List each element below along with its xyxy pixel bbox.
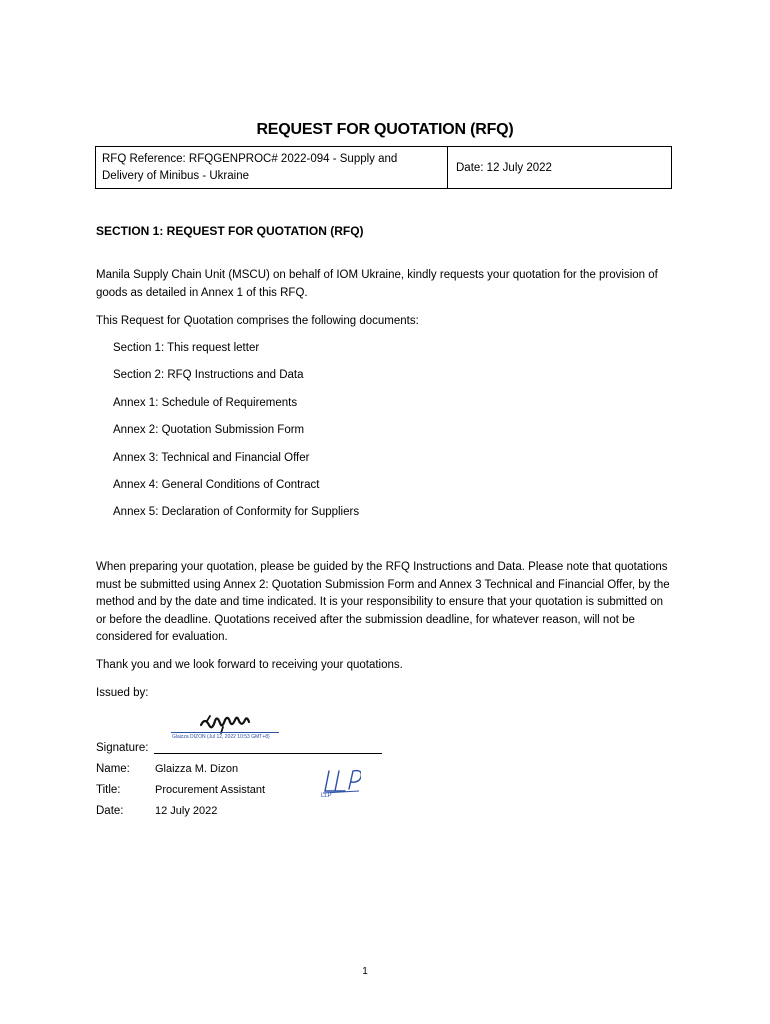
list-item: Annex 4: General Conditions of Contract bbox=[113, 478, 320, 491]
name-row bbox=[96, 763, 239, 775]
rfq-reference: RFQ Reference: RFQGENPROC# 2022-094 - Supply and Delivery of Minibus - Ukraine bbox=[96, 147, 448, 188]
name-label: Name: bbox=[96, 763, 130, 775]
list-item: Annex 1: Schedule of Requirements bbox=[113, 396, 298, 409]
signature-block bbox=[96, 705, 496, 835]
signature-stamp-line bbox=[171, 732, 279, 733]
list-item: Annex 5: Declaration of Conformity for Suppliers bbox=[113, 506, 360, 519]
initials-label: LLP bbox=[321, 793, 332, 799]
date-row bbox=[96, 805, 218, 817]
documents-list bbox=[113, 340, 359, 532]
reference-box bbox=[95, 146, 672, 189]
list-item: Annex 2: Quotation Submission Form bbox=[113, 424, 305, 437]
signature-line bbox=[154, 753, 382, 754]
list-item: Section 1: This request letter bbox=[113, 342, 260, 354]
page-number: 1 bbox=[362, 966, 368, 977]
signature-row bbox=[96, 742, 148, 754]
date-value: 12 July 2022 bbox=[155, 805, 218, 817]
document-title: REQUEST FOR QUOTATION (RFQ) bbox=[256, 121, 514, 138]
list-item: Annex 3: Technical and Financial Offer bbox=[113, 451, 310, 464]
title-row bbox=[96, 784, 266, 796]
section-heading: SECTION 1: REQUEST FOR QUOTATION (RFQ) bbox=[96, 224, 364, 238]
signature-label: Signature: bbox=[96, 742, 149, 754]
documents-intro: This Request for Quotation comprises the following documents: bbox=[96, 315, 419, 327]
intro-paragraph: Manila Supply Chain Unit (MSCU) on behalf of IOM Ukraine, kindly requests your quotation for the provision of goods as detailed in Annex 1 of this RFQ. bbox=[96, 269, 658, 299]
title-label: Title: bbox=[96, 784, 121, 796]
thanks-paragraph: Thank you and we look forward to receiving your quotations. bbox=[96, 659, 403, 671]
rfq-date-text: Date: 12 July 2022 bbox=[456, 161, 552, 174]
guidance-paragraph: When preparing your quotation, please be guided by the RFQ Instructions and Data. Please note that quotations must be submitted using Annex 2: Quotation Submission Form and Annex 3 Technical and Financial Offer, by the method and by the date and time indicated. It is your responsibility to ensure that your quotation is submitted on or before the deadline. Quotations received after the submission deadline, for whatever reason, will not be considered for evaluation. bbox=[96, 561, 670, 643]
name-value: Glaizza M. Dizon bbox=[155, 763, 239, 775]
list-item: Section 2: RFQ Instructions and Data bbox=[113, 369, 304, 382]
date-label: Date: bbox=[96, 805, 124, 817]
title-value: Procurement Assistant bbox=[155, 784, 266, 796]
rfq-date bbox=[448, 147, 671, 188]
signature-stamp: Glaizza DIZON (Jul 12, 2022 10:53 GMT+8) bbox=[172, 734, 270, 740]
issued-by: Issued by: bbox=[96, 687, 149, 699]
